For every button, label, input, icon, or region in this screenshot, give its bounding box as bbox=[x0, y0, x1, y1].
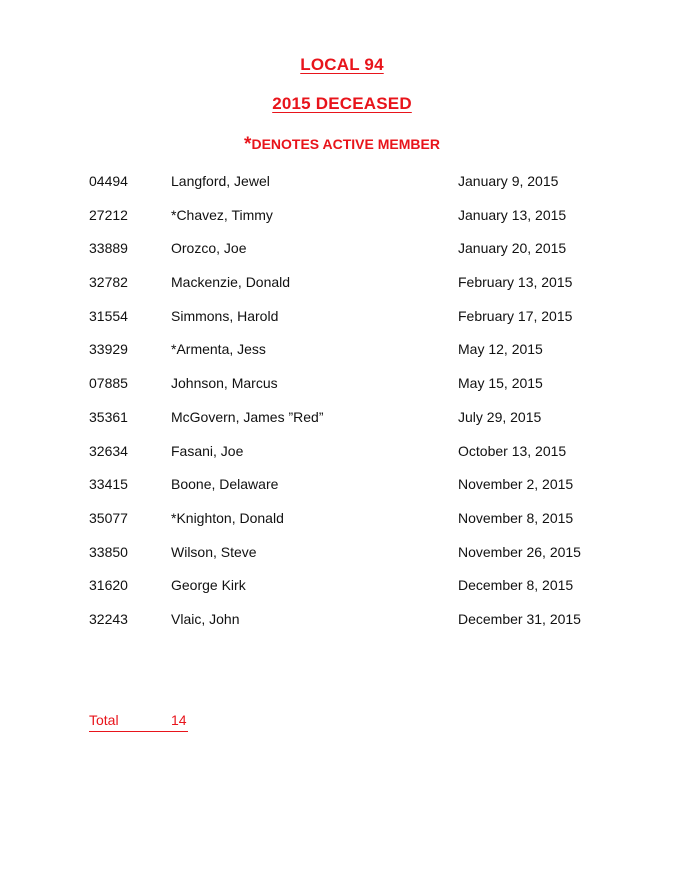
member-name: Mackenzie, Donald bbox=[171, 274, 291, 291]
member-name: *Armenta, Jess bbox=[171, 341, 266, 358]
member-name: Johnson, Marcus bbox=[171, 375, 278, 392]
deceased-list bbox=[89, 172, 609, 644]
list-item bbox=[89, 509, 609, 543]
member-name: George Kirk bbox=[171, 577, 246, 594]
member-date: May 12, 2015 bbox=[458, 341, 543, 358]
list-item bbox=[89, 206, 609, 240]
member-date: January 13, 2015 bbox=[458, 206, 567, 223]
list-item bbox=[89, 340, 609, 374]
active-member-note bbox=[0, 134, 674, 156]
list-item bbox=[89, 543, 609, 577]
member-date: November 26, 2015 bbox=[458, 543, 581, 560]
member-date: July 29, 2015 bbox=[458, 408, 542, 425]
total-label: Total bbox=[89, 712, 119, 728]
list-item bbox=[89, 576, 609, 610]
list-item bbox=[89, 172, 609, 206]
member-name: McGovern, James ”Red” bbox=[171, 408, 324, 425]
member-number: 31620 bbox=[89, 577, 128, 594]
member-date: November 8, 2015 bbox=[458, 509, 574, 526]
member-number: 32634 bbox=[89, 442, 128, 459]
member-name: Langford, Jewel bbox=[171, 173, 270, 189]
member-date: May 15, 2015 bbox=[458, 375, 543, 392]
list-item bbox=[89, 442, 609, 476]
total-line bbox=[89, 711, 188, 732]
member-name: Simmons, Harold bbox=[171, 307, 279, 324]
member-date: January 20, 2015 bbox=[458, 240, 567, 257]
list-item bbox=[89, 610, 609, 644]
member-name: Vlaic, John bbox=[171, 610, 240, 627]
list-item bbox=[89, 475, 609, 509]
member-number: 33850 bbox=[89, 543, 128, 560]
member-date: December 31, 2015 bbox=[458, 610, 581, 627]
member-number: 33415 bbox=[89, 476, 128, 493]
active-member-note-text: DENOTES ACTIVE MEMBER bbox=[251, 136, 440, 152]
document-title: LOCAL 94 bbox=[300, 55, 384, 74]
member-number: 33889 bbox=[89, 240, 128, 257]
member-number: 32243 bbox=[89, 610, 128, 627]
member-date: November 2, 2015 bbox=[458, 476, 574, 493]
member-name: Boone, Delaware bbox=[171, 476, 279, 493]
member-name: Fasani, Joe bbox=[171, 442, 244, 459]
list-item bbox=[89, 408, 609, 442]
document-subtitle: 2015 DECEASED bbox=[272, 94, 412, 113]
member-number: 32782 bbox=[89, 274, 128, 291]
list-item bbox=[89, 273, 609, 307]
list-item bbox=[89, 374, 609, 408]
member-name: Orozco, Joe bbox=[171, 240, 247, 257]
member-date: October 13, 2015 bbox=[458, 442, 567, 459]
member-date: December 8, 2015 bbox=[458, 577, 574, 594]
member-number: 35361 bbox=[89, 408, 128, 425]
active-member-star: * bbox=[244, 134, 252, 155]
member-number: 27212 bbox=[89, 206, 128, 223]
member-number: 31554 bbox=[89, 307, 128, 324]
member-date: February 17, 2015 bbox=[458, 307, 573, 324]
list-item bbox=[89, 239, 609, 273]
member-date: February 13, 2015 bbox=[458, 274, 573, 291]
member-name: *Chavez, Timmy bbox=[171, 206, 273, 223]
member-name: *Knighton, Donald bbox=[171, 509, 284, 526]
member-number: 07885 bbox=[89, 375, 128, 392]
member-date: January 9, 2015 bbox=[458, 173, 559, 189]
member-number: 35077 bbox=[89, 509, 128, 526]
total-value: 14 bbox=[171, 712, 187, 728]
member-number: 33929 bbox=[89, 341, 128, 358]
member-name: Wilson, Steve bbox=[171, 543, 257, 560]
member-number: 04494 bbox=[89, 173, 128, 189]
list-item bbox=[89, 307, 609, 341]
